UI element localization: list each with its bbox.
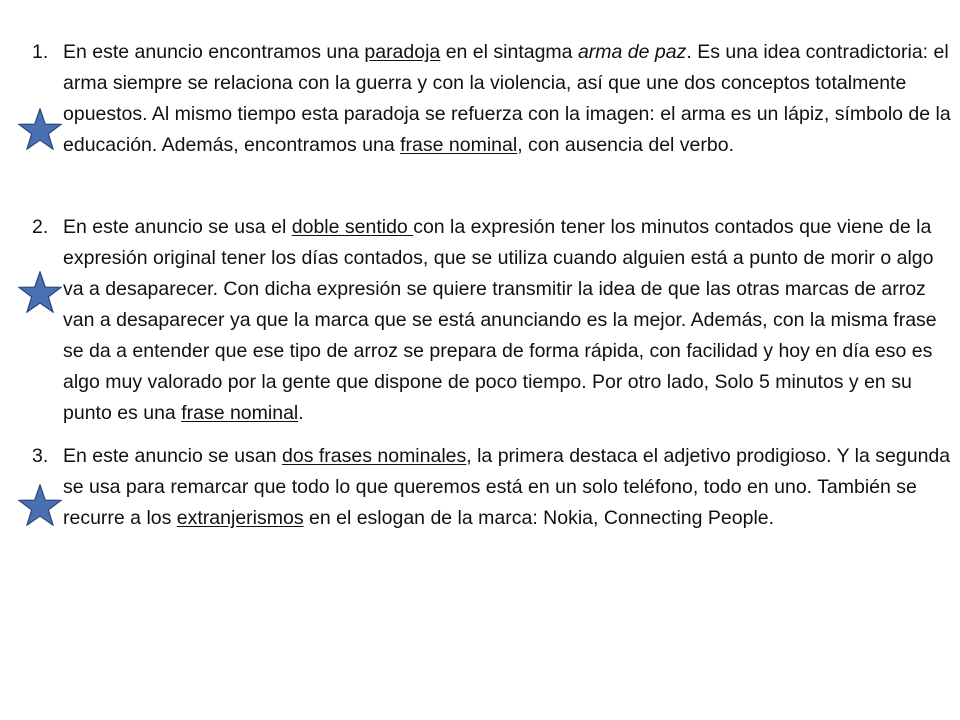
list-paragraph: En este anuncio encontramos una paradoja en el sintagma arma de paz. Es una idea contradictoria: el arma siempre se relaciona con la guerra y con la violencia, así que une dos conceptos totalmente opuestos. Al mismo tiempo esta paradoja se refuerza con la imagen: el arma es un lápiz, símbolo de la educación. Además, encontramos una frase nominal, con ausencia del verbo. (63, 41, 951, 156)
underlined-term: doble sentido (291, 216, 414, 238)
list-paragraph: En este anuncio se usan dos frases nominales, la primera destaca el adjetivo prodigioso. Y la segunda se usa para remarcar que todo lo que queremos está en un solo teléfono, todo en uno. También se recurre a los extranjerismos en el eslogan de la marca: Nokia, Connecting People. (63, 445, 951, 529)
underlined-term: frase nominal (400, 134, 518, 156)
star-icon (18, 108, 62, 150)
underlined-term: extranjerismos (176, 507, 304, 529)
list-number: 1. (32, 41, 49, 63)
list-number: 3. (32, 445, 49, 467)
underlined-term: paradoja (364, 41, 441, 63)
star-icon (18, 271, 62, 313)
underlined-term: frase nominal (181, 402, 299, 424)
list-number: 2. (32, 216, 49, 238)
star-icon (18, 484, 62, 526)
list-paragraph: En este anuncio se usa el doble sentido con la expresión tener los minutos contados que viene de la expresión original tener los días contados, que se utiliza cuando alguien está a punto de morir o algo va a desaparecer. Con dicha expresión se quiere transmitir la idea de que las otras marcas de arroz van a desaparecer ya que la marca que se está anunciando es la mejor. Además, con la misma frase se da a entender que ese tipo de arroz se prepara de forma rápida, con facilidad y hoy en día eso es algo muy valorado por la gente que dispone de poco tiempo. Por otro lado, Solo 5 minutos y en su punto es una frase nominal. (63, 216, 937, 424)
italic-term: arma de paz (577, 41, 687, 63)
underlined-term: dos frases nominales (282, 445, 467, 467)
